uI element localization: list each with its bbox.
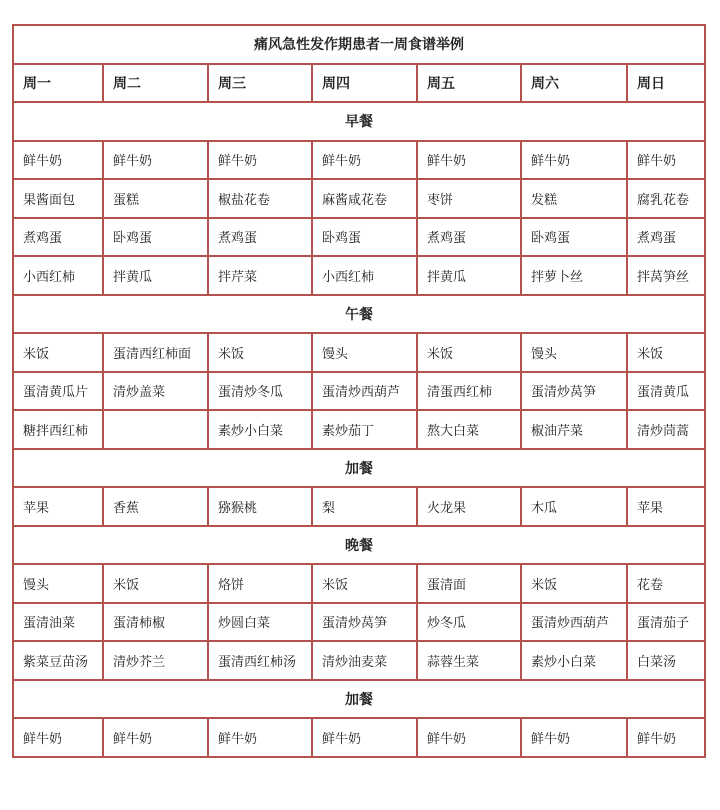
weekly-menu-table	[12, 24, 706, 758]
food-cell: 椒盐花卷	[208, 179, 312, 218]
food-cell: 蛋清油菜	[13, 603, 103, 642]
food-cell: 清炒油麦菜	[312, 641, 417, 680]
food-cell: 鲜牛奶	[417, 141, 521, 180]
food-cell: 鲜牛奶	[627, 141, 705, 180]
food-cell: 鲜牛奶	[13, 141, 103, 180]
food-row	[13, 141, 705, 180]
section-header-row	[13, 449, 705, 488]
day-header: 周三	[208, 64, 312, 103]
day-header: 周五	[417, 64, 521, 103]
meal-section-title: 加餐	[13, 680, 705, 719]
food-cell: 拌黄瓜	[417, 256, 521, 295]
day-header-row	[13, 64, 705, 103]
food-cell: 米饭	[103, 564, 208, 603]
food-row	[13, 564, 705, 603]
food-cell: 卧鸡蛋	[521, 218, 627, 257]
food-cell: 米饭	[208, 333, 312, 372]
food-cell: 清炒盖菜	[103, 372, 208, 411]
food-cell: 蛋清茄子	[627, 603, 705, 642]
day-header: 周一	[13, 64, 103, 103]
food-cell: 拌芹菜	[208, 256, 312, 295]
table-title: 痛风急性发作期患者一周食谱举例	[13, 25, 705, 64]
food-cell: 鲜牛奶	[312, 141, 417, 180]
food-cell: 苹果	[13, 487, 103, 526]
food-cell: 椒油芹菜	[521, 410, 627, 449]
food-cell: 拌莴笋丝	[627, 256, 705, 295]
food-cell: 米饭	[521, 564, 627, 603]
food-cell: 鲜牛奶	[312, 718, 417, 757]
food-cell: 炒冬瓜	[417, 603, 521, 642]
meal-section-title: 早餐	[13, 102, 705, 141]
food-row	[13, 410, 705, 449]
food-cell: 米饭	[13, 333, 103, 372]
food-cell: 馒头	[13, 564, 103, 603]
food-cell: 梨	[312, 487, 417, 526]
food-cell: 鲜牛奶	[521, 718, 627, 757]
food-cell: 香蕉	[103, 487, 208, 526]
food-cell: 拌黄瓜	[103, 256, 208, 295]
food-cell: 蛋清柿椒	[103, 603, 208, 642]
food-cell: 鲜牛奶	[627, 718, 705, 757]
food-cell: 花卷	[627, 564, 705, 603]
food-cell: 蛋清炒冬瓜	[208, 372, 312, 411]
food-row	[13, 372, 705, 411]
food-cell: 蛋清炒莴笋	[521, 372, 627, 411]
food-cell: 馒头	[312, 333, 417, 372]
section-header-row	[13, 295, 705, 334]
food-cell: 米饭	[417, 333, 521, 372]
food-cell: 米饭	[627, 333, 705, 372]
food-row	[13, 256, 705, 295]
food-cell: 糖拌西红柿	[13, 410, 103, 449]
food-cell: 烙饼	[208, 564, 312, 603]
food-cell: 鲜牛奶	[521, 141, 627, 180]
food-cell: 拌萝卜丝	[521, 256, 627, 295]
food-cell: 素炒茄丁	[312, 410, 417, 449]
food-cell: 鲜牛奶	[208, 141, 312, 180]
food-row	[13, 641, 705, 680]
food-cell: 枣饼	[417, 179, 521, 218]
food-cell: 蛋清炒莴笋	[312, 603, 417, 642]
food-cell: 蛋清西红柿汤	[208, 641, 312, 680]
food-cell: 蛋清炒西葫芦	[521, 603, 627, 642]
food-cell: 火龙果	[417, 487, 521, 526]
food-cell: 煮鸡蛋	[627, 218, 705, 257]
food-cell: 木瓜	[521, 487, 627, 526]
food-cell: 紫菜豆苗汤	[13, 641, 103, 680]
food-cell: 腐乳花卷	[627, 179, 705, 218]
food-cell: 蛋清西红柿面	[103, 333, 208, 372]
food-row	[13, 333, 705, 372]
food-cell: 素炒小白菜	[521, 641, 627, 680]
food-row	[13, 218, 705, 257]
title-row	[13, 25, 705, 64]
food-row	[13, 179, 705, 218]
food-cell: 鲜牛奶	[103, 718, 208, 757]
day-header: 周六	[521, 64, 627, 103]
meal-section-title: 午餐	[13, 295, 705, 334]
food-row	[13, 487, 705, 526]
section-header-row	[13, 680, 705, 719]
food-cell: 煮鸡蛋	[417, 218, 521, 257]
section-header-row	[13, 102, 705, 141]
food-cell: 果酱面包	[13, 179, 103, 218]
food-cell: 麻酱咸花卷	[312, 179, 417, 218]
food-cell: 猕猴桃	[208, 487, 312, 526]
food-cell: 清炒芥兰	[103, 641, 208, 680]
food-row	[13, 718, 705, 757]
food-row	[13, 603, 705, 642]
food-cell: 卧鸡蛋	[312, 218, 417, 257]
day-header: 周日	[627, 64, 705, 103]
food-cell: 炒圆白菜	[208, 603, 312, 642]
food-cell: 蒜蓉生菜	[417, 641, 521, 680]
food-cell	[103, 410, 208, 449]
food-cell: 鲜牛奶	[417, 718, 521, 757]
day-header: 周四	[312, 64, 417, 103]
food-cell: 熬大白菜	[417, 410, 521, 449]
meal-section-title: 晚餐	[13, 526, 705, 565]
food-cell: 蛋清黄瓜片	[13, 372, 103, 411]
food-cell: 鲜牛奶	[13, 718, 103, 757]
food-cell: 小西红柿	[312, 256, 417, 295]
food-cell: 发糕	[521, 179, 627, 218]
food-cell: 蛋糕	[103, 179, 208, 218]
meal-section-title: 加餐	[13, 449, 705, 488]
food-cell: 蛋清黄瓜	[627, 372, 705, 411]
food-cell: 苹果	[627, 487, 705, 526]
food-cell: 蛋清炒西葫芦	[312, 372, 417, 411]
day-header: 周二	[103, 64, 208, 103]
food-cell: 卧鸡蛋	[103, 218, 208, 257]
food-cell: 煮鸡蛋	[13, 218, 103, 257]
food-cell: 鲜牛奶	[103, 141, 208, 180]
food-cell: 清炒茼蒿	[627, 410, 705, 449]
food-cell: 煮鸡蛋	[208, 218, 312, 257]
food-cell: 米饭	[312, 564, 417, 603]
section-header-row	[13, 526, 705, 565]
food-cell: 白菜汤	[627, 641, 705, 680]
food-cell: 蛋清面	[417, 564, 521, 603]
food-cell: 鲜牛奶	[208, 718, 312, 757]
food-cell: 素炒小白菜	[208, 410, 312, 449]
food-cell: 清蛋西红柿	[417, 372, 521, 411]
food-cell: 馒头	[521, 333, 627, 372]
food-cell: 小西红柿	[13, 256, 103, 295]
